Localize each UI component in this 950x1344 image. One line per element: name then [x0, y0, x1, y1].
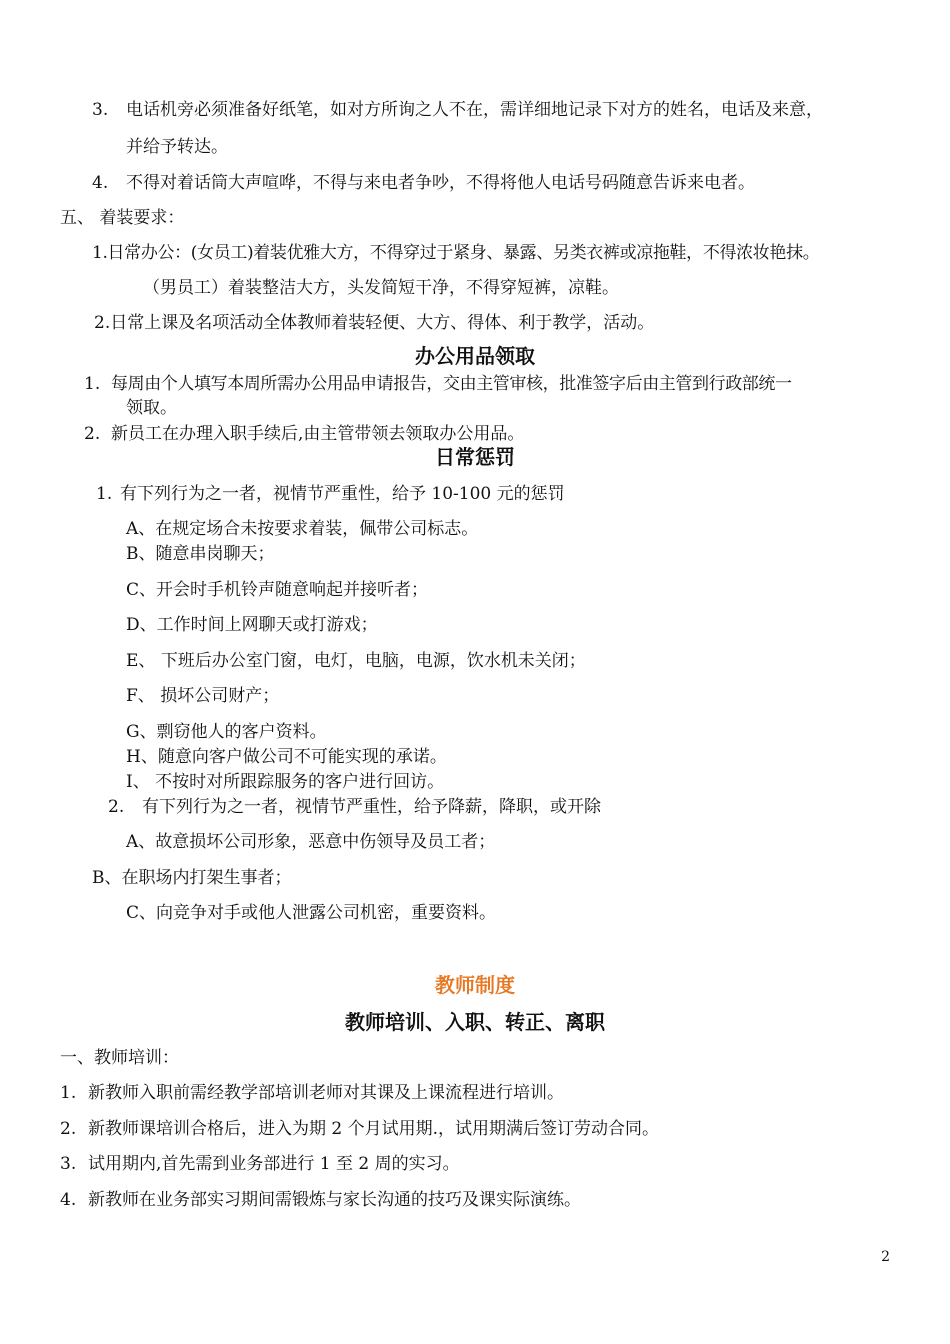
penalty-item-1 — [96, 483, 565, 505]
list-number: 4. — [60, 1190, 77, 1210]
list-number: 2. — [84, 424, 101, 444]
list-number: 1. — [84, 374, 101, 394]
list-item-text: 电话机旁必须准备好纸笔，如对方所询之人不在，需详细地记录下对方的姓名，电话及来意， — [126, 100, 823, 120]
penalty-title: 日常惩罚 — [435, 445, 515, 469]
supplies-item-1 — [84, 373, 792, 395]
penalty-sub-c: C、开会时手机铃声随意响起并接听者； — [126, 580, 429, 600]
teacher-training-label: 一、教师培训： — [60, 1048, 179, 1068]
list-item-text: 有下列行为之一者，视情节严重性，给予 10-100 元的惩罚 — [120, 484, 565, 504]
list-item-text: 新教师入职前需经教学部培训老师对其课及上课流程进行培训。 — [88, 1083, 564, 1103]
teacher-item-2 — [60, 1118, 659, 1140]
dress-item-1-male: （男员工）着装整洁大方，头发简短干净，不得穿短裤，凉鞋。 — [143, 278, 619, 298]
dress-section-label: 五、 着装要求： — [60, 208, 185, 228]
list-item-text: 新教师课培训合格后，进入为期 2 个月试用期.，试用期满后签订劳动合同。 — [88, 1119, 660, 1139]
phone-rule-3 — [92, 99, 823, 121]
teacher-section-title: 教师培训、入职、转正、离职 — [345, 1010, 605, 1034]
penalty-sub-i: I、 不按时对所跟踪服务的客户进行回访。 — [126, 772, 445, 792]
list-number: 4. — [92, 173, 109, 193]
list-item-text: 新教师在业务部实习期间需锻炼与家长沟通的技巧及课实际演练。 — [88, 1190, 581, 1210]
penalty-sub-f: F、 损坏公司财产； — [126, 686, 280, 706]
page-number: 2 — [881, 1249, 890, 1265]
dress-item-1: 1.日常办公：(女员工)着装优雅大方，不得穿过于紧身、暴露、另类衣裤或凉拖鞋，不得浓妆艳抹。 — [92, 243, 820, 263]
list-item-text: 每周由个人填写本周所需办公用品申请报告，交由主管审核，批准签字后由主管到行政部统一 — [111, 374, 792, 394]
teacher-system-title: 教师制度 — [435, 973, 515, 997]
penalty2-sub-a: A、故意损坏公司形象，恶意中伤领导及员工者； — [126, 832, 496, 852]
list-number: 1. — [96, 484, 113, 504]
penalty-sub-h: H、随意向客户做公司不可能实现的承诺。 — [126, 747, 447, 767]
list-item-text: 有下列行为之一者，视情节严重性，给予降薪，降职，或开除 — [142, 797, 601, 817]
penalty-sub-e: E、 下班后办公室门窗，电灯，电脑，电源，饮水机未关闭； — [126, 651, 586, 671]
supplies-item-1-continued: 领取。 — [126, 398, 177, 418]
penalty-sub-a: A、在规定场合未按要求着装，佩带公司标志。 — [126, 519, 479, 539]
penalty-sub-d: D、工作时间上网聊天或打游戏； — [126, 615, 378, 635]
penalty-sub-g: G、剽窃他人的客户资料。 — [126, 722, 327, 742]
list-number: 3. — [60, 1154, 77, 1174]
dress-item-2: 2.日常上课及名项活动全体教师着装轻便、大方、得体、利于教学，活动。 — [94, 313, 655, 333]
phone-rule-3-continued: 并给予转达。 — [126, 137, 228, 157]
list-number: 1. — [60, 1083, 77, 1103]
list-number: 3. — [92, 100, 109, 120]
list-number: 2. — [60, 1119, 77, 1139]
penalty2-sub-c: C、向竞争对手或他人泄露公司机密，重要资料。 — [126, 903, 497, 923]
teacher-item-3 — [60, 1153, 460, 1175]
list-number: 2. — [108, 797, 125, 817]
list-item-text: 试用期内,首先需到业务部进行 1 至 2 周的实习。 — [88, 1154, 460, 1174]
phone-rule-4 — [92, 172, 755, 194]
penalty2-sub-b: B、在职场内打架生事者； — [92, 868, 292, 888]
teacher-item-1 — [60, 1082, 564, 1104]
penalty-item-2 — [108, 796, 601, 818]
list-item-text: 不得对着话筒大声喧哗，不得与来电者争吵，不得将他人电话号码随意告诉来电者。 — [126, 173, 755, 193]
supplies-title: 办公用品领取 — [415, 344, 535, 368]
penalty-sub-b: B、随意串岗聊天； — [126, 544, 275, 564]
teacher-item-4 — [60, 1189, 581, 1211]
supplies-item-2 — [84, 423, 524, 445]
list-item-text: 新员工在办理入职手续后,由主管带领去领取办公用品。 — [111, 424, 525, 444]
